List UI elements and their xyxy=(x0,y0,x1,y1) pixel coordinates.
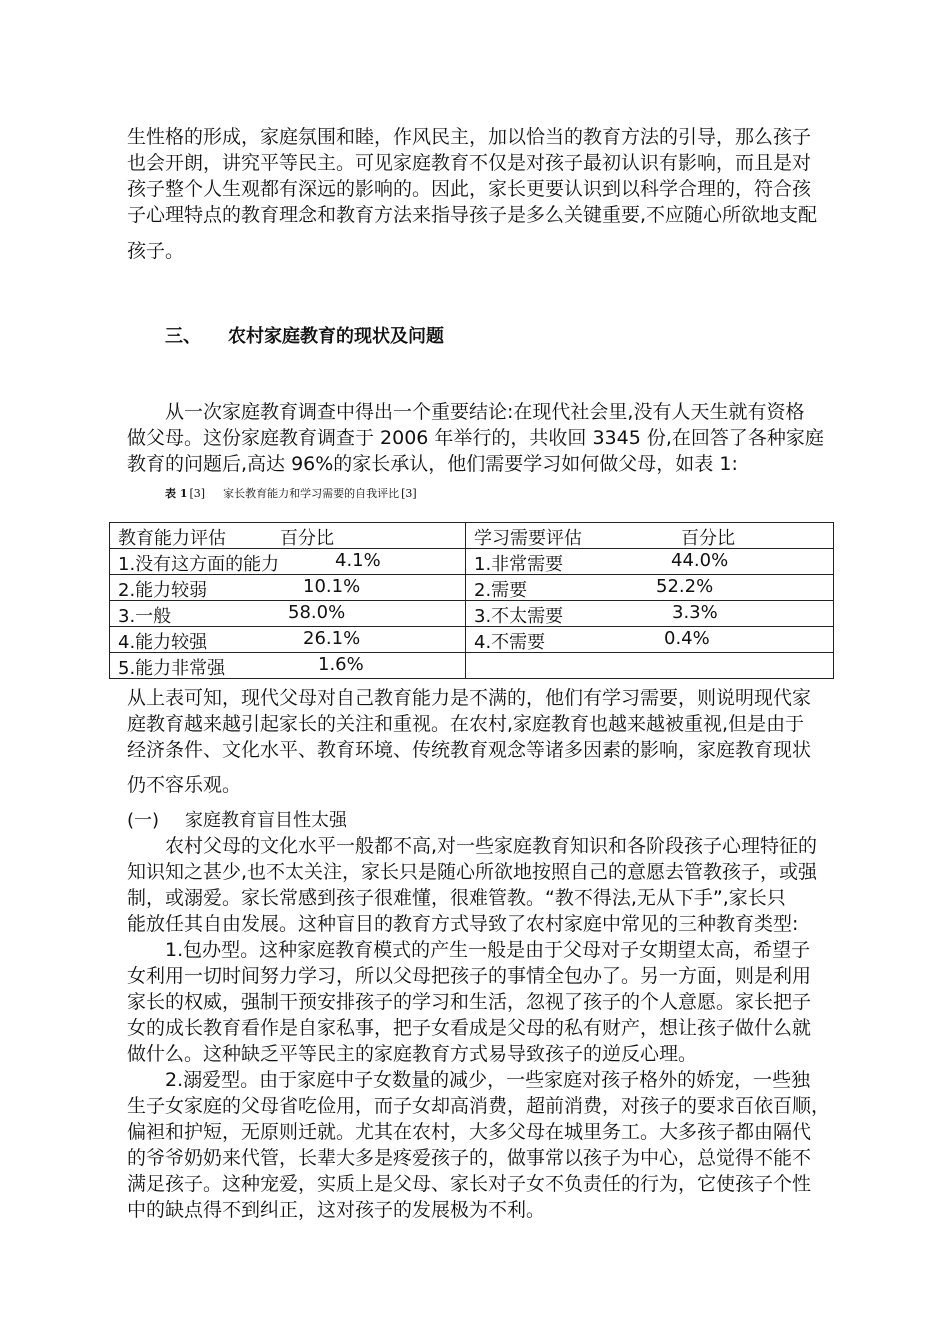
text-line: 的爷爷奶奶来代管，长辈大多是疼爱孩子的，做事常以孩子为中心，总觉得不能不 xyxy=(127,1147,812,1169)
text-line: 满足孩子。这种宠爱，实质上是父母、家长对子女不负责任的行为，它使孩子个性 xyxy=(127,1173,812,1195)
table-cell xyxy=(466,627,834,653)
cell-label: 2.能力较弱 xyxy=(118,580,208,601)
text-line: 女的成长教育看作是自家私事，把子女看成是父母的私有财产，想让孩子做什么就 xyxy=(127,1017,812,1039)
table-cell xyxy=(110,627,466,653)
table-cell xyxy=(110,549,466,575)
cell-value: 10.1% xyxy=(303,576,361,597)
text-line: 生性格的形成，家庭氛围和睦，作风民主，加以恰当的教育方法的引导，那么孩子 xyxy=(127,126,812,148)
table-header-row xyxy=(110,523,834,549)
cell-label: 5.能力非常强 xyxy=(118,658,226,679)
header-value: 百分比 xyxy=(280,528,334,549)
table-cell xyxy=(110,601,466,627)
table-cell xyxy=(466,653,834,679)
table-row xyxy=(110,549,834,575)
cell-value: 3.3% xyxy=(672,602,718,623)
cell-value: 58.0% xyxy=(288,602,346,623)
cell-value: 52.2% xyxy=(656,576,714,597)
text-line: 知识知之甚少,也不太关注，家长只是随心所欲地按照自己的意愿去管教孩子，或强 xyxy=(127,861,818,883)
cell-value: 44.0% xyxy=(671,550,729,571)
text-line: 女利用一切时间努力学习，所以父母把孩子的事情全包办了。另一方面，则是利用 xyxy=(127,965,812,987)
table-row xyxy=(110,653,834,679)
text-line: 1.包办型。这种家庭教育模式的产生一般是由于父母对子女期望太高，希望子 xyxy=(165,939,811,961)
text-line: 制，或溺爱。家长常感到孩子很难懂，很难管教。“教不得法,无从下手”,家长只 xyxy=(127,887,786,909)
text-line: 仍不容乐观。 xyxy=(127,774,242,796)
cell-value: 26.1% xyxy=(303,628,361,649)
cell-label: 4.能力较强 xyxy=(118,632,208,653)
table-cell xyxy=(110,575,466,601)
table-row xyxy=(110,575,834,601)
text-line: 生子女家庭的父母省吃俭用，而子女却高消费，超前消费，对孩子的要求百依百顺， xyxy=(127,1095,831,1117)
cell-value: 4.1% xyxy=(335,550,381,571)
text-line: 庭教育越来越引起家长的关注和重视。在农村,家庭教育也越来越被重视,但是由于 xyxy=(127,713,805,735)
text-line: 农村父母的文化水平一般都不高,对一些家庭教育知识和各阶段孩子心理特征的 xyxy=(165,835,818,857)
table-caption-title: 家长教育能力和学习需要的自我评比 xyxy=(223,487,400,500)
table-row xyxy=(110,627,834,653)
table-cell xyxy=(466,601,834,627)
text-line: 偏袒和护短，无原则迁就。尤其在农村，大多父母在城里务工。大多孩子都由隔代 xyxy=(127,1121,812,1143)
survey-table xyxy=(109,522,834,679)
section-title: 农村家庭教育的现状及问题 xyxy=(228,326,444,347)
table-cell xyxy=(466,549,834,575)
subsection-number: (一) xyxy=(127,810,160,831)
table-caption-ref: [3] xyxy=(189,487,206,500)
text-line: 子心理特点的教育理念和教育方法来指导孩子是多么关键重要,不应随心所欲地支配 xyxy=(127,204,818,226)
text-line: 也会开朗，讲究平等民主。可见家庭教育不仅是对孩子最初认识有影响，而且是对 xyxy=(127,152,812,174)
table-cell xyxy=(466,575,834,601)
text-line: 从上表可知，现代父母对自己教育能力是不满的，他们有学习需要，则说明现代家 xyxy=(127,687,812,709)
header-label: 教育能力评估 xyxy=(118,528,226,549)
table-cell xyxy=(110,653,466,679)
section-number: 三、 xyxy=(165,326,201,347)
text-line: 做父母。这份家庭教育调查于 2006 年举行的，共收回 3345 份,在回答了各种家庭 xyxy=(127,427,824,449)
table-caption-ref2: [3] xyxy=(401,487,417,500)
text-line: 做什么。这种缺乏平等民主的家庭教育方式易导致孩子的逆反心理。 xyxy=(127,1043,698,1065)
text-line: 能放任其自由发展。这种盲目的教育方式导致了农村家庭中常见的三种教育类型: xyxy=(127,913,799,935)
text-line: 家长的权威，强制干预安排孩子的学习和生活，忽视了孩子的个人意愿。家长把子 xyxy=(127,991,812,1013)
text-line: 中的缺点得不到纠正，这对孩子的发展极为不利。 xyxy=(127,1199,546,1221)
cell-value: 0.4% xyxy=(664,628,710,649)
subsection-title: 家庭教育盲目性太强 xyxy=(185,810,347,831)
table-row xyxy=(110,601,834,627)
cell-label: 3.一般 xyxy=(118,606,172,627)
text-line: 从一次家庭教育调查中得出一个重要结论:在现代社会里,没有人天生就有资格 xyxy=(165,401,805,423)
header-label: 学习需要评估 xyxy=(474,528,582,549)
cell-label: 3.不太需要 xyxy=(474,606,564,627)
table-header-cell xyxy=(110,523,466,549)
cell-label: 1.没有这方面的能力 xyxy=(118,554,280,575)
table-caption-label: 表 1 xyxy=(165,487,188,500)
header-value: 百分比 xyxy=(681,528,735,549)
cell-value: 1.6% xyxy=(318,654,364,675)
text-line: 经济条件、文化水平、教育环境、传统教育观念等诸多因素的影响，家庭教育现状 xyxy=(127,739,812,761)
text-line: 2.溺爱型。由于家庭中子女数量的减少，一些家庭对孩子格外的娇宠，一些独 xyxy=(165,1069,811,1091)
text-line: 教育的问题后,高达 96%的家长承认，他们需要学习如何做父母，如表 1: xyxy=(127,453,738,475)
cell-label: 4.不需要 xyxy=(474,632,546,653)
cell-label: 1.非常需要 xyxy=(474,554,564,575)
table-header-cell xyxy=(466,523,834,549)
text-line: 孩子。 xyxy=(127,240,185,262)
text-line: 孩子整个人生观都有深远的影响的。因此，家长更要认识到以科学合理的，符合孩 xyxy=(127,178,812,200)
cell-label: 2.需要 xyxy=(474,580,528,601)
table-caption xyxy=(165,486,417,502)
